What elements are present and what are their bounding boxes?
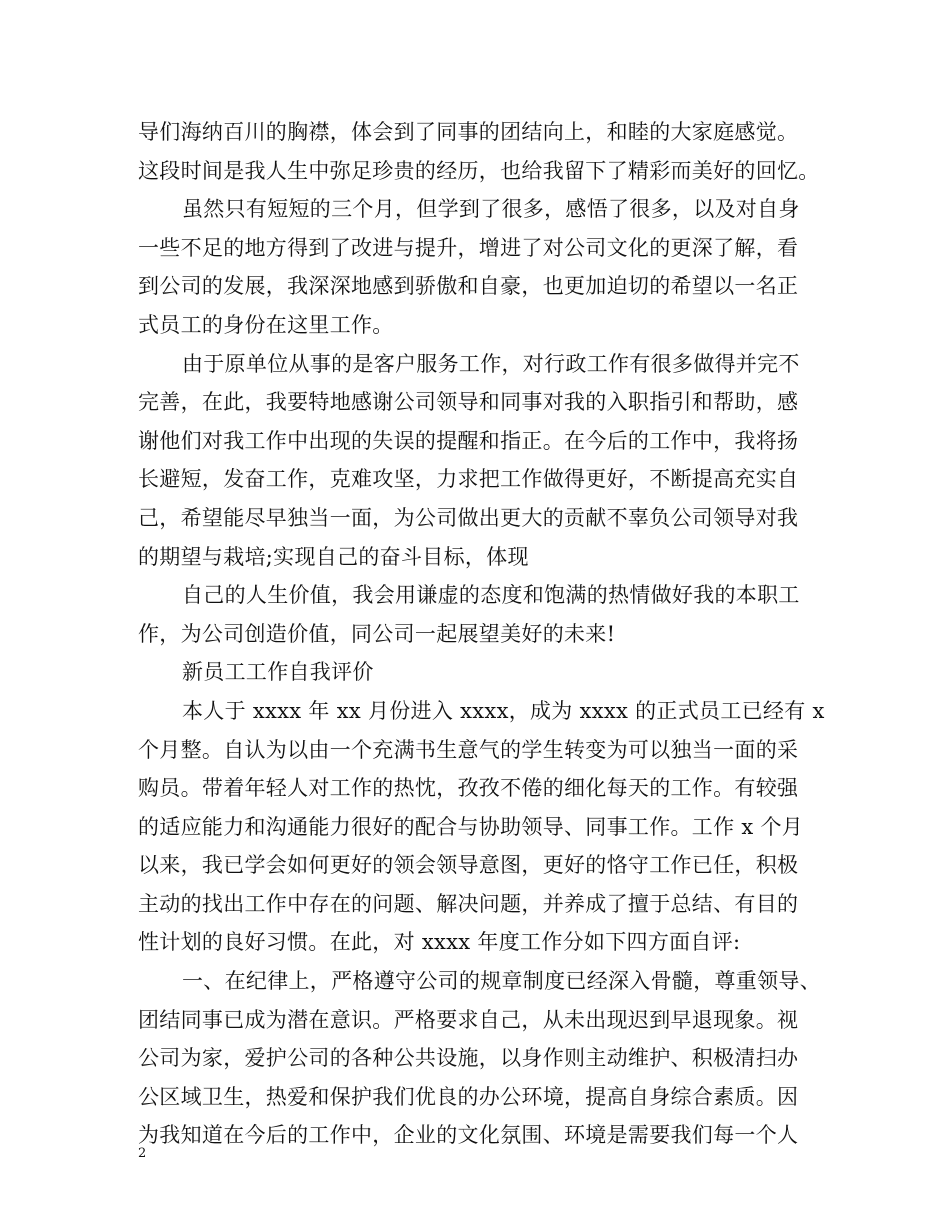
text-line: 到公司的发展，我深深地感到骄傲和自豪，也更加迫切的希望以一名正 [138,274,799,299]
body-text [138,113,825,1155]
page-number: 2 [138,1146,147,1161]
text-line: 导们海纳百川的胸襟，体会到了同事的团结向上，和睦的大家庭感觉。 [138,120,799,144]
text-line: 公区域卫生，热爱和保护我们优良的办公环境，提高自身综合素质。因 [138,1084,799,1109]
text-line: 的期望与栽培;实现自己的奋斗目标，体现 [138,544,529,569]
text-line: 完善，在此，我要特地感谢公司领导和同事对我的入职指引和帮助，感 [138,390,799,415]
text-line: 的适应能力和沟通能力很好的配合与协助领导、同事工作。工作 x 个月 [138,814,804,839]
text-line: 自己的人生价值，我会用谦虚的态度和饱满的热情做好我的本职工 [182,583,800,608]
text-line: 一、在纪律上，严格遵守公司的规章制度已经深入骨髓，尊重领导、 [182,969,821,994]
text-line: 长避短，发奋工作，克难攻坚，力求把工作做得更好，不断提高充实自 [138,467,799,492]
text-line: 作，为公司创造价值，同公司一起展望美好的未来! [138,621,616,646]
text-line: 己，希望能尽早独当一面，为公司做出更大的贡献不辜负公司领导对我 [138,505,799,530]
text-line: 购员。带着年轻人对工作的热忱，孜孜不倦的细化每天的工作。有较强 [138,776,799,801]
text-line: 团结同事已成为潜在意识。严格要求自己，从未出现迟到早退现象。视 [138,1007,799,1032]
text-line: 为我知道在今后的工作中，企业的文化氛围、环境是需要我们每一个人 [138,1123,799,1148]
text-line: 公司为家，爱护公司的各种公共设施，以身作则主动维护、积极清扫办 [138,1046,799,1071]
text-line: 这段时间是我人生中弥足珍贵的经历，也给我留下了精彩而美好的回忆。 [138,158,820,183]
text-line: 一些不足的地方得到了改进与提升，增进了对公司文化的更深了解，看 [138,235,799,260]
text-line: 本人于 xxxx 年 xx 月份进入 xxxx，成为 xxxx 的正式员工已经有 x [182,698,825,723]
text-line: 性计划的良好习惯。在此，对 xxxx 年度工作分如下四方面自评: [138,930,741,955]
text-line: 个月整。自认为以由一个充满书生意气的学生转变为可以独当一面的采 [138,737,799,762]
section-heading: 新员工工作自我评价 [182,660,374,685]
text-line: 式员工的身份在这里工作。 [138,312,394,337]
text-line: 以来，我已学会如何更好的领会领导意图，更好的恪守工作已任，积极 [138,853,799,878]
text-line: 谢他们对我工作中出现的失误的提醒和指正。在今后的工作中，我将扬 [138,428,799,453]
text-line: 由于原单位从事的是客户服务工作，对行政工作有很多做得并完不 [182,351,800,376]
text-line: 主动的找出工作中存在的问题、解决问题，并养成了擅于总结、有目的 [138,891,799,916]
text-line: 虽然只有短短的三个月，但学到了很多，感悟了很多，以及对自身 [182,197,800,222]
